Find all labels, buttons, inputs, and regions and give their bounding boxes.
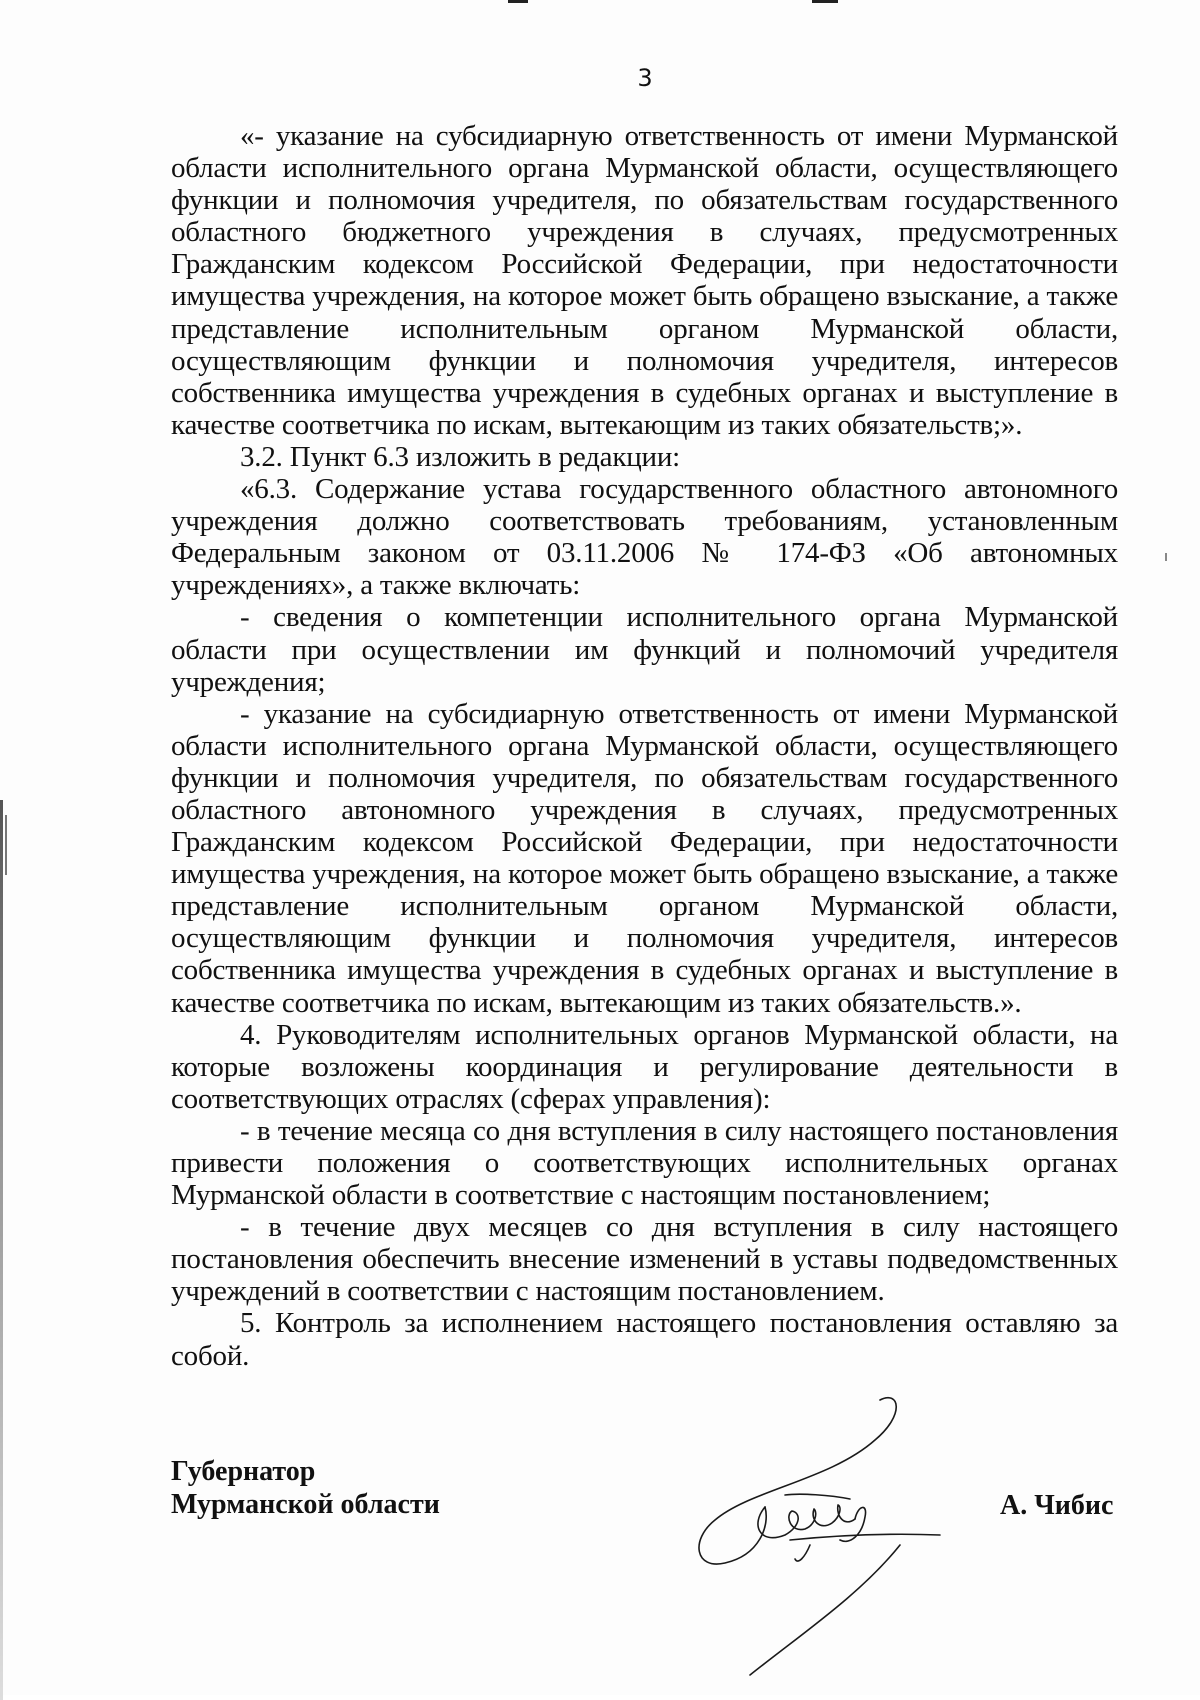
- document-body: [171, 120, 1118, 1372]
- paragraph-competence: - сведения о компетенции исполнительного органа Мурманской области при осуществлении им функций и полномочий учредителя учреждения;: [171, 601, 1118, 698]
- position-title: Губернатор: [171, 1456, 316, 1487]
- position-region: Мурманской области: [171, 1489, 440, 1520]
- paragraph-4-two-months: - в течение двух месяцев со дня вступления в силу настоящего постановления обеспечить внесение изменений в уставы подведомственных учреждений в соответствии с настоящим постановлением.: [171, 1211, 1118, 1308]
- scan-speck: [1165, 553, 1167, 561]
- scan-edge: [5, 815, 7, 875]
- scan-edge: [0, 800, 3, 1700]
- signatory-name: А. Чибис: [1000, 1490, 1114, 1521]
- page-number: 3: [637, 64, 653, 92]
- scan-mark: [812, 0, 838, 3]
- paragraph-subsidiary-autonomous: - указание на субсидиарную ответственность от имени Мурманской области исполнительного органа Мурманской области, осуществляющего функции и полномочия учредителя, по обязательствам государственного областного автономного учреждения в случаях, предусмотренных Гражданским кодексом Российской Федерации, при недостаточности имущества учреждения, на которое может быть обращено взыскание, а также представление исполнительным органом Мурманской области, осуществляющим функции и полномочия учредителя, интересов собственника имущества учреждения в судебных органах и выступление в качестве соответчика по искам, вытекающим из таких обязательств.».: [171, 697, 1118, 1019]
- scan-mark: [508, 0, 528, 3]
- paragraph-4: 4. Руководителям исполнительных органов Мурманской области, на которые возложены координация и регулирование деятельности в соответствующих отраслях (сферах управления):: [171, 1018, 1118, 1115]
- paragraph-5: 5. Контроль за исполнением настоящего постановления оставляю за собой.: [171, 1307, 1118, 1372]
- handwritten-signature: [690, 1395, 990, 1685]
- paragraph-6-3: «6.3. Содержание устава государственного областного автономного учреждения должно соответствовать требованиям, установленным Федеральным законом от 03.11.2006 № 174-ФЗ «Об автономных учреждениях», а также включать:: [171, 473, 1118, 602]
- paragraph-3-2: 3.2. Пункт 6.3 изложить в редакции:: [240, 440, 681, 473]
- paragraph-4-month: - в течение месяца со дня вступления в силу настоящего постановления привести положения о соответствующих исполнительных органах Мурманской области в соответствие с настоящим постановлением;: [171, 1114, 1118, 1212]
- paragraph-subsidiary-budget: «- указание на субсидиарную ответственность от имени Мурманской области исполнительного органа Мурманской области, осуществляющего функции и полномочия учредителя, по обязательствам государственного областного бюджетного учреждения в случаях, предусмотренных Гражданским кодексом Российской Федерации, при недостаточности имущества учреждения, на которое может быть обращено взыскание, а также представление исполнительным органом Мурманской области, осуществляющим функции и полномочия учредителя, интересов собственника имущества учреждения в судебных органах и выступление в качестве соответчика по искам, вытекающим из таких обязательств;».: [171, 120, 1118, 441]
- signatory-position: [171, 1455, 440, 1521]
